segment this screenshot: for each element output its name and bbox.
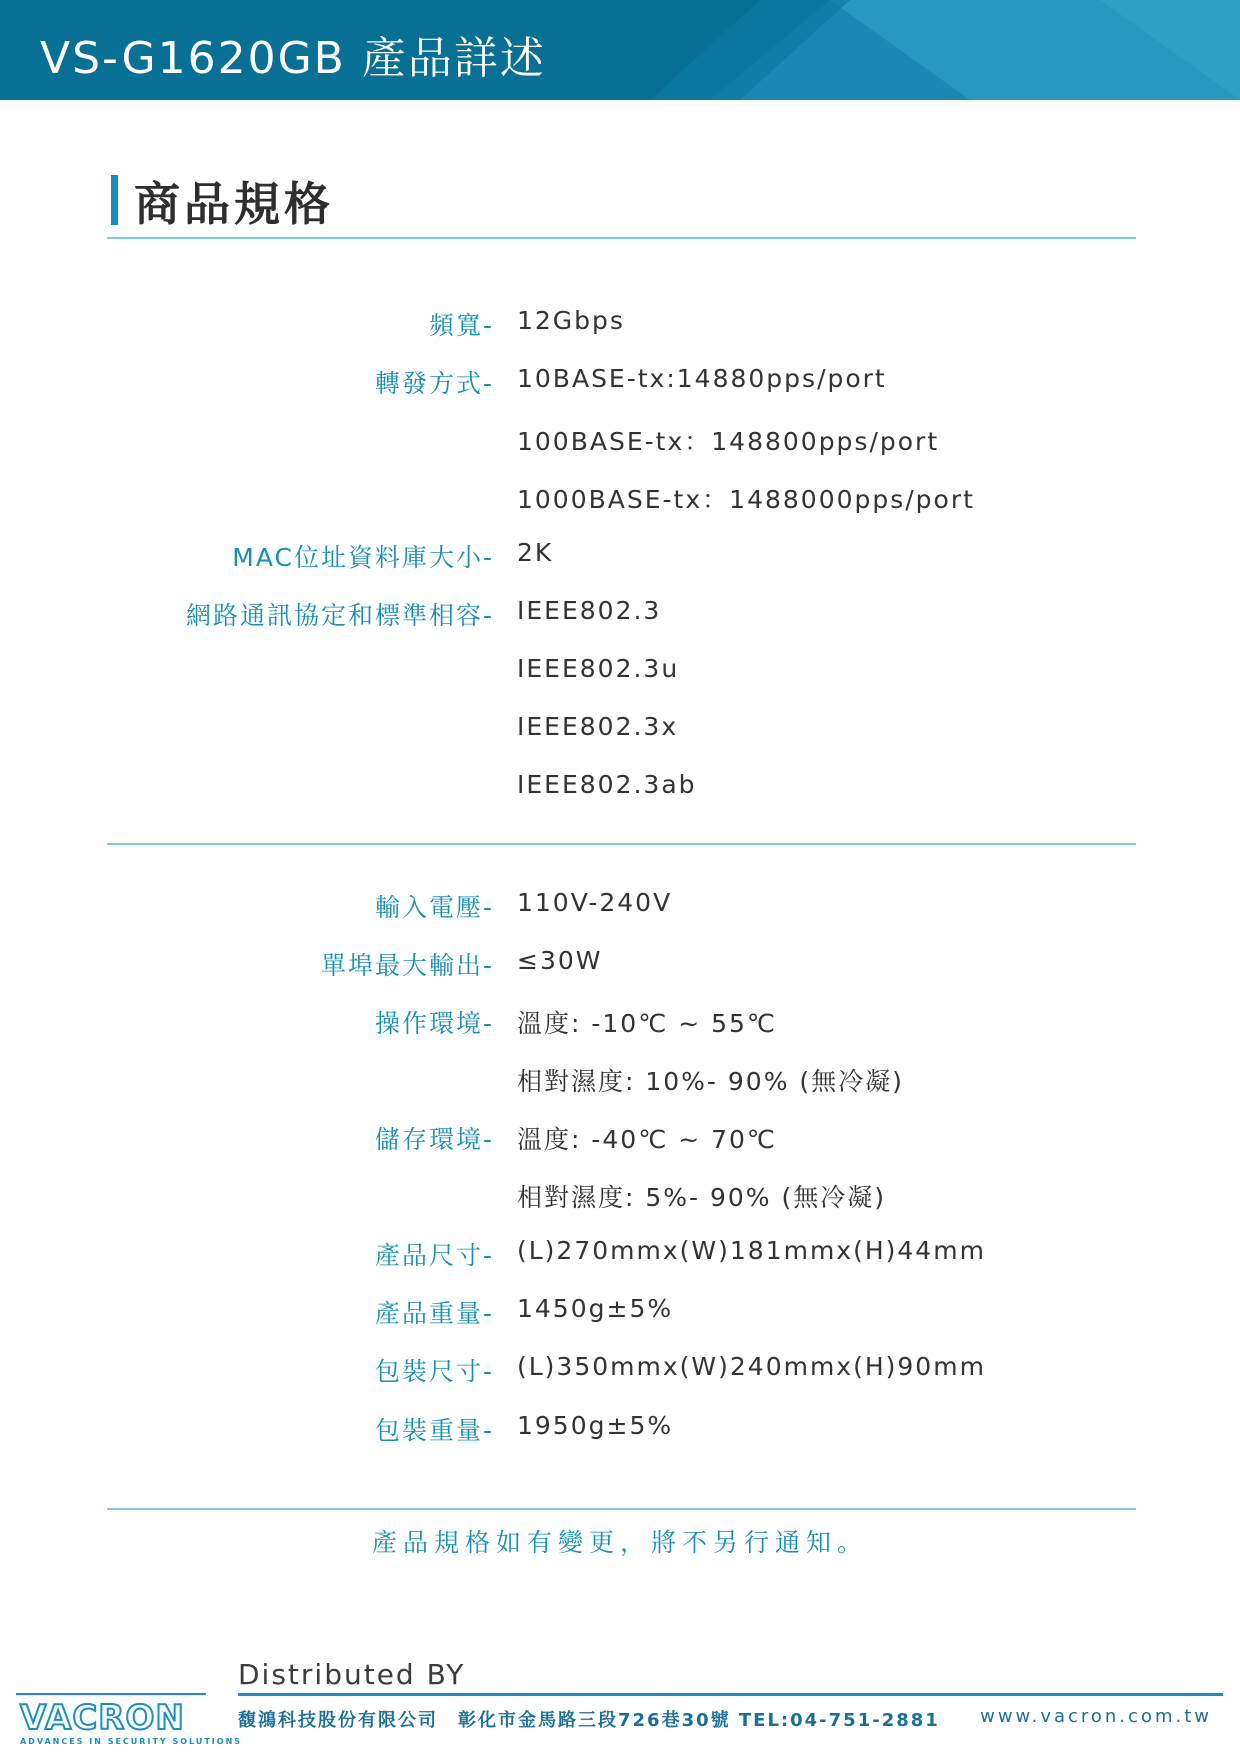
spec-row-standards — [0, 596, 1240, 636]
spec-row-standards-3 — [0, 712, 1240, 752]
spec-row-standards-2 — [0, 654, 1240, 694]
spec-row-port-output — [0, 946, 1240, 986]
spec-label: 輸入電壓- — [374, 893, 494, 922]
divider — [107, 1508, 1136, 1510]
spec-label: 包裝尺寸- — [374, 1357, 494, 1386]
spec-row-forwarding-2 — [0, 422, 1240, 462]
spec-value: 1000BASE-tx：1488000pps/port — [517, 485, 975, 514]
spec-label: 轉發方式- — [374, 369, 494, 398]
section-accent-bar — [111, 175, 118, 225]
spec-value: 溫度: -10℃ ~ 55℃ — [517, 1009, 778, 1038]
spec-row-package-size — [0, 1352, 1240, 1392]
spec-value: 相對濕度: 10%- 90% (無冷凝) — [517, 1067, 904, 1096]
distributed-by-label: Distributed BY — [238, 1658, 466, 1691]
spec-value: 10BASE-tx:14880pps/port — [517, 364, 887, 393]
spec-value: 100BASE-tx：148800pps/port — [517, 427, 940, 456]
spec-value: (L)350mmx(W)240mmx(H)90mm — [517, 1352, 986, 1381]
spec-value: 1950g±5% — [517, 1411, 674, 1440]
logo-wordmark: VACRON — [20, 1698, 185, 1735]
spec-value: 1450g±5% — [517, 1294, 674, 1323]
spec-row-operating-env — [0, 1004, 1240, 1044]
change-notice: 產品規格如有變更，將不另行通知。 — [371, 1528, 868, 1557]
spec-label: 網路通訊協定和標準相容- — [185, 601, 494, 630]
vacron-logo — [18, 1697, 208, 1739]
spec-label: MAC位址資料庫大小- — [232, 543, 494, 572]
spec-label: 產品重量- — [374, 1299, 494, 1328]
spec-row-operating-env-2 — [0, 1062, 1240, 1102]
spec-row-product-size — [0, 1236, 1240, 1276]
website-link[interactable]: www.vacron.com.tw — [980, 1706, 1212, 1727]
spec-value: IEEE802.3ab — [517, 770, 697, 799]
spec-label: 操作環境- — [374, 1009, 494, 1038]
divider — [107, 843, 1136, 845]
spec-row-storage-env-2 — [0, 1178, 1240, 1218]
footer-rule-left — [16, 1693, 206, 1695]
spec-value: 相對濕度: 5%- 90% (無冷凝) — [517, 1183, 887, 1212]
company-info: 馥鴻科技股份有限公司 彰化市金馬路三段726巷30號 TEL:04-751-2881 — [238, 1710, 940, 1731]
spec-row-package-weight — [0, 1411, 1240, 1451]
page-title: VS-G1620GB 產品詳述 — [40, 33, 546, 84]
divider — [107, 237, 1136, 239]
spec-value: IEEE802.3 — [517, 596, 662, 625]
spec-row-standards-4 — [0, 770, 1240, 810]
spec-label: 產品尺寸- — [374, 1241, 494, 1270]
logo-tagline: ADVANCES IN SECURITY SOLUTIONS — [20, 1737, 243, 1746]
spec-row-storage-env — [0, 1120, 1240, 1160]
spec-label: 儲存環境- — [374, 1125, 494, 1154]
spec-label: 包裝重量- — [374, 1416, 494, 1445]
spec-row-forwarding-3 — [0, 480, 1240, 520]
spec-row-bandwidth — [0, 306, 1240, 346]
spec-row-product-weight — [0, 1294, 1240, 1334]
spec-label: 單埠最大輸出- — [320, 951, 494, 980]
spec-value: 2K — [517, 538, 554, 567]
spec-value: (L)270mmx(W)181mmx(H)44mm — [517, 1236, 986, 1265]
spec-row-mac — [0, 538, 1240, 578]
spec-row-forwarding — [0, 364, 1240, 404]
spec-value: 溫度: -40℃ ~ 70℃ — [517, 1125, 778, 1154]
spec-row-input-voltage — [0, 888, 1240, 928]
spec-label: 頻寬- — [428, 311, 494, 340]
spec-value: IEEE802.3x — [517, 712, 679, 741]
header-banner — [0, 0, 1240, 100]
spec-value: 12Gbps — [517, 306, 625, 335]
spec-value: IEEE802.3u — [517, 654, 680, 683]
footer-rule — [238, 1693, 1223, 1696]
spec-value: ≤30W — [517, 946, 603, 975]
spec-value: 110V-240V — [517, 888, 673, 917]
section-title: 商品規格 — [134, 177, 334, 231]
